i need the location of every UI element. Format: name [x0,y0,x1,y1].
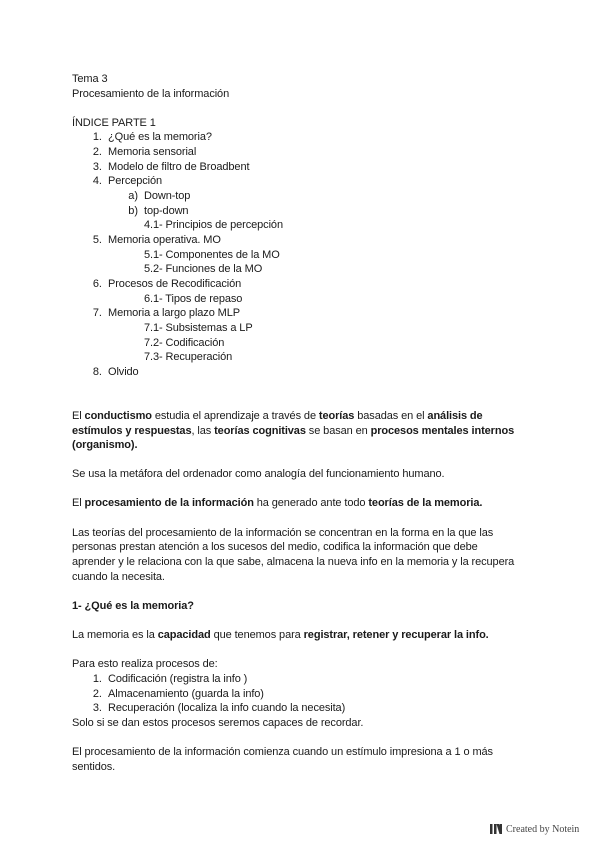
paragraph-teorias-line: cuando la necesita. [72,571,165,583]
index-number: a) [128,190,138,202]
footer-watermark [490,823,579,835]
paragraph-estimulo-line: sentidos. [72,761,116,773]
paragraph-teorias-line: personas prestan atención a los sucesos del medio, codifica la información que debe [72,541,478,553]
topic-number: Tema 3 [72,73,108,85]
index-item: Percepción [108,175,163,187]
process-item: Recuperación (localiza la info cuando la necesita) [108,702,346,714]
notein-logo-icon [490,823,502,835]
process-item: Almacenamiento (guarda la info) [108,688,264,700]
index-number: b) [128,205,138,217]
index-item: 4.1- Principios de percepción [144,219,283,231]
paragraph-estimulo-line: El procesamiento de la información comienza cuando un estímulo impresiona a 1 o más [72,746,493,758]
index-item: Procesos de Recodificación [108,278,242,290]
section-heading: 1- ¿Qué es la memoria? [72,600,194,612]
index-number: 6. [92,278,102,290]
process-number: 2. [92,688,102,700]
paragraph-conductismo-line-2: estímulos y respuestas, las teorías cognitivas se basan en procesos mentales internos [72,425,515,437]
index-item: ¿Qué es la memoria? [108,131,212,143]
index-number: 3. [92,161,102,173]
index-item: 5.2- Funciones de la MO [144,263,263,275]
index-number: 7. [92,307,102,319]
index-number: 8. [92,366,102,378]
process-number: 3. [92,702,102,714]
paragraph-teorias-line: aprender y le relaciona con la que sabe, almacena la nueva info en la memoria y la recupera [72,556,515,568]
index-item: 7.1- Subsistemas a LP [144,322,253,334]
paragraph-conductismo-line-1: El conductismo estudia el aprendizaje a través de teorías basadas en el análisis de [72,410,483,422]
index-number: 1. [92,131,102,143]
footer-text: Created by Notein [506,823,580,835]
index-item: Memoria sensorial [108,146,197,158]
index-title: ÍNDICE PARTE 1 [72,117,156,129]
index-item: 5.1- Componentes de la MO [144,249,280,261]
paragraph-capacidad: La memoria es la capacidad que tenemos para registrar, retener y recuperar la info. [72,629,489,641]
process-item: Codificación (registra la info ) [108,673,248,685]
process-intro: Para esto realiza procesos de: [72,658,218,670]
index-item: top-down [144,205,189,217]
index-item: 7.3- Recuperación [144,351,233,363]
index-number: 5. [92,234,102,246]
process-outro: Solo si se dan estos procesos seremos capaces de recordar. [72,717,364,729]
paragraph-conductismo-line-3: (organismo). [72,439,138,451]
index-item: 6.1- Tipos de repaso [144,293,243,305]
index-item: Down-top [144,190,191,202]
paragraph-teorias-line: Las teorías del procesamiento de la información se concentran en la forma en la que las [72,527,494,539]
index-item: 7.2- Codificación [144,337,225,349]
topic-title: Procesamiento de la información [72,88,230,100]
index-number: 2. [92,146,102,158]
paragraph-metafora: Se usa la metáfora del ordenador como analogía del funcionamiento humano. [72,468,445,480]
index-item: Modelo de filtro de Broadbent [108,161,250,173]
process-number: 1. [92,673,102,685]
index-item: Memoria a largo plazo MLP [108,307,241,319]
index-number: 4. [92,175,102,187]
index-item: Olvido [108,366,139,378]
index-item: Memoria operativa. MO [108,234,221,246]
paragraph-procesamiento: El procesamiento de la información ha generado ante todo teorías de la memoria. [72,497,483,509]
